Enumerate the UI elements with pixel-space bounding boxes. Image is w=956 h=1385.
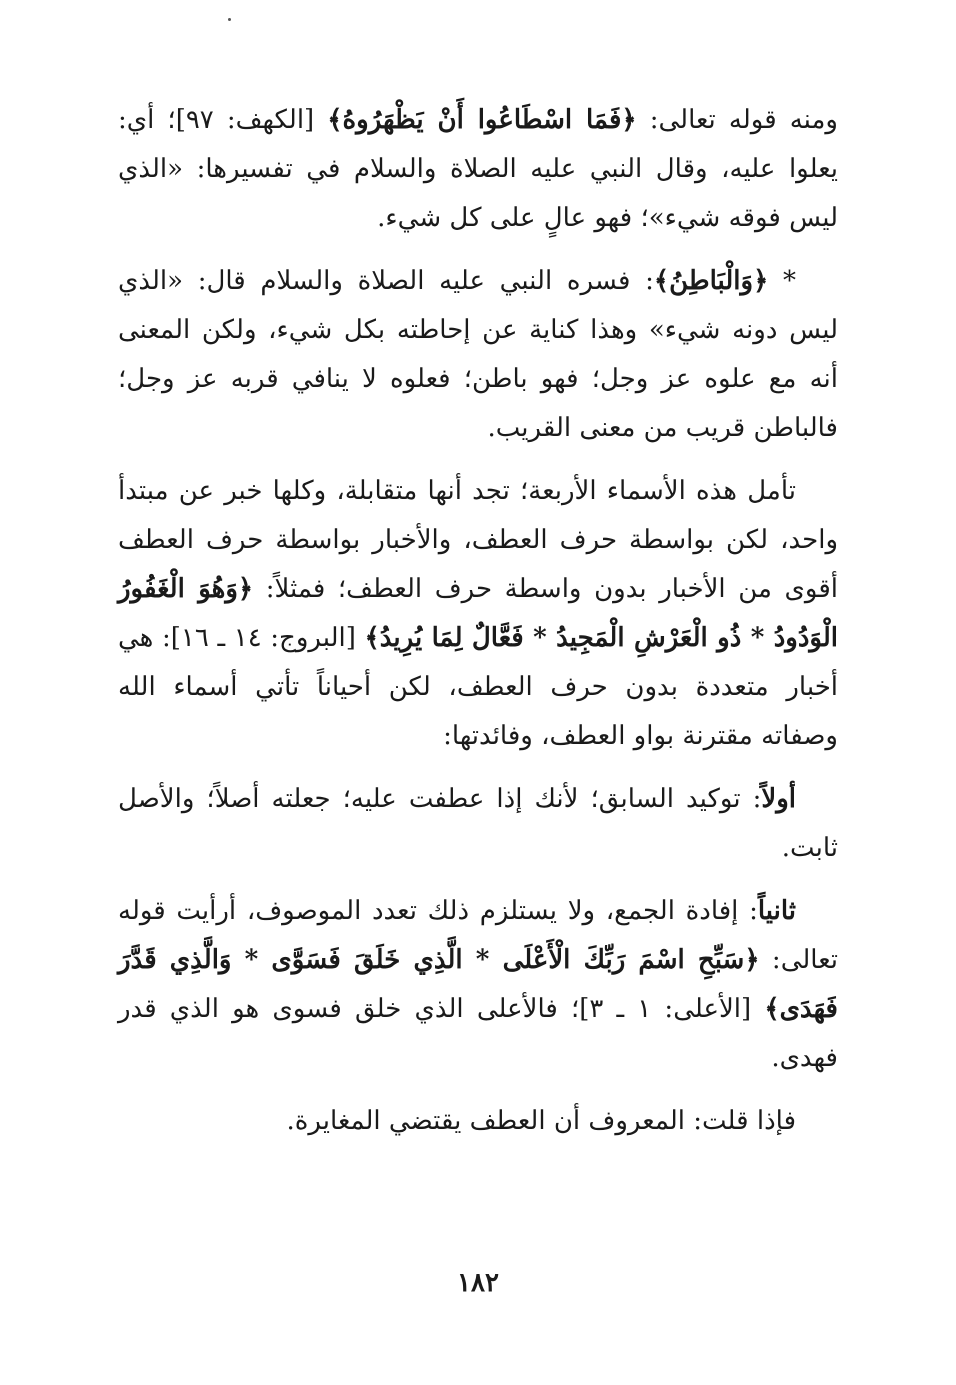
page-number: ١٨٢	[457, 1268, 499, 1298]
text-segment: [البروج: ١٤ ـ ١٦]: هي أخبار متعددة بدون حرف العطف، لكن أحياناً تأتي أسماء الله وصفاته مقترنة بواو العطف، وفائدتها:	[118, 623, 838, 751]
text-segment: تأمل هذه الأسماء الأربعة؛ تجد أنها متقابلة، وكلها خبر عن مبتدأ واحد، لكن بواسطة حرف العطف، والأخبار بواسطة حرف العطف أقوى من الأخبار بدون واسطة حرف العطف؛ فمثلاً:	[118, 476, 838, 604]
point-label: ثانياً	[757, 896, 796, 926]
paragraph-4	[118, 775, 838, 873]
paragraph-3	[118, 467, 838, 761]
paragraph-1	[118, 96, 838, 243]
text-segment: ومنه قوله تعالى:	[636, 105, 838, 135]
paragraph-6	[118, 1097, 838, 1146]
text-segment: [الكهف: ٩٧]؛ أي: يعلوا عليه، وقال النبي عليه الصلاة والسلام في تفسيرها: «الذي ليس فوقه شيء»؛ فهو عالٍ على كل شيء.	[118, 105, 838, 233]
bullet-star: *	[768, 266, 796, 296]
page-body	[118, 96, 838, 1160]
scan-speck	[228, 18, 231, 21]
text-segment: : إفادة الجمع، ولا يستلزم ذلك تعدد الموصوف، أرأيت قوله تعالى:	[118, 896, 838, 975]
text-segment: : توكيد السابق؛ لأنك إذا عطفت عليه؛ جعلته أصلاً؛ والأصل ثابت.	[118, 784, 838, 863]
quran-verse: ﴿فَمَا اسْطَاعُوا أَنْ يَظْهَرُوهُ﴾	[327, 105, 637, 135]
quran-verse: ﴿وَهُوَ الْغَفُورُ الْوَدُودُ * ذُو الْعَرْشِ الْمَجِيدُ * فَعَّالٌ لِمَا يُرِيدُ﴾	[118, 574, 838, 653]
quran-verse: ﴿وَالْبَاطِنُ﴾	[653, 266, 769, 296]
text-segment: [الأعلى: ١ ـ ٣]؛ فالأعلى الذي خلق فسوى هو الذي قدر فهدى.	[118, 994, 838, 1073]
text-segment: فإذا قلت: المعروف أن العطف يقتضي المغايرة.	[286, 1106, 796, 1136]
point-label: أولاً	[761, 784, 796, 814]
paragraph-2	[118, 257, 838, 453]
paragraph-5	[118, 887, 838, 1083]
text-segment: : فسره النبي عليه الصلاة والسلام قال: «الذي ليس دونه شيء» وهذا كناية عن إحاطته بكل شيء، ولكن المعنى أنه مع علوه عز وجل؛ فهو باطن؛ فعلوه لا ينافي قربه عز وجل؛ فالباطن قريب من معنى القريب.	[118, 266, 838, 443]
quran-verse: ﴿سَبِّحِ اسْمَ رَبِّكَ الْأَعْلَى * الَّذِي خَلَقَ فَسَوَّى * وَالَّذِي قَدَّرَ فَهَدَى﴾	[118, 945, 838, 1024]
